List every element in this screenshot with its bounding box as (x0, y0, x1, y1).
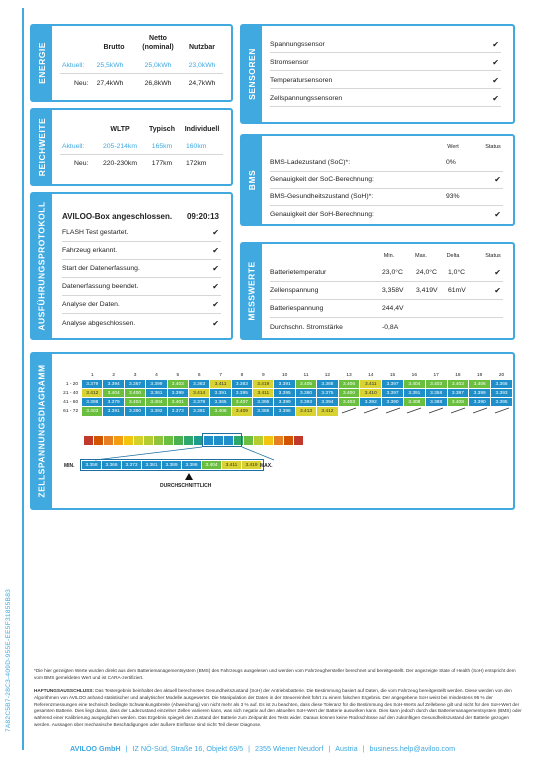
cell-voltage: 3.407 (231, 398, 252, 407)
reichweite-header-wltp: WLTP (110, 126, 130, 133)
scale-cell: 3.358 (82, 461, 101, 469)
cell-voltage (360, 407, 382, 417)
protokoll-step: FLASH Test gestartet. ✔ (62, 224, 221, 242)
scale-min-label: MIN. (64, 463, 75, 469)
cell-voltage: 3.366 (491, 380, 513, 389)
check-icon: ✔ (212, 246, 219, 255)
protokoll-step: Datenerfassung beendet. ✔ (62, 278, 221, 296)
footer-bar: AVILOO GmbH | IZ NÖ-Süd, Straße 16, Objekt 69/5 | 2355 Wiener Neudorf | Austria | business.help@aviloo.com (70, 744, 456, 753)
footer-email[interactable]: business.help@aviloo.com (369, 744, 456, 753)
cell-voltage: 3.373 (167, 407, 188, 417)
check-icon: ✔ (494, 175, 501, 184)
cell-voltage: 3.397 (382, 380, 404, 389)
gradient-segment (284, 436, 294, 445)
messwerte-row: Zellenspannung 3,358V 3,419V 61mV ✔ (270, 282, 503, 300)
cell-voltage (382, 407, 404, 417)
cell-column-header: 16 (403, 371, 425, 380)
cell-voltage: 3.400 (124, 389, 145, 398)
bms-panel (240, 134, 515, 226)
energie-label: ENERGIE (32, 26, 52, 100)
cell-row (61, 389, 513, 398)
scale-cell: 3.396 (182, 461, 201, 469)
cell-voltage: 3.380 (295, 389, 316, 398)
check-icon: ✔ (212, 228, 219, 237)
reichweite-label: REICHWEITE (32, 110, 52, 184)
protokoll-panel (30, 192, 233, 340)
scale-cell: 3.366 (102, 461, 121, 469)
cell-voltage: 3.367 (124, 380, 145, 389)
cell-row (61, 380, 513, 389)
footer-city: 2355 Wiener Neudorf (255, 744, 324, 753)
cell-column-header: 6 (188, 371, 209, 380)
scale-cell: 3.373 (122, 461, 141, 469)
cell-column-header: 14 (360, 371, 382, 380)
gradient-segment (144, 436, 154, 445)
protokoll-heading: AVILOO-Box angeschlossen. (62, 212, 173, 221)
cell-voltage: 3.391 (210, 389, 231, 398)
cell-voltage: 3.408 (447, 398, 469, 407)
cell-row-label: 61 - 72 (61, 407, 82, 417)
messwerte-col-max: Max. (415, 253, 427, 259)
check-icon: ✔ (212, 264, 219, 273)
bms-row: BMS-Ladezustand (SoC)*: 0% (270, 154, 503, 172)
footnote: *Die hier gezeigten Werte wurden direkt aus dem Batteriemanagementsystem (BMS) des Fahrzeugs ausgelesen und werden vom Fahrzeughersteller berechnet und bereitgestellt. Der angezeigte State of Health (SoH) entspricht dem vom BMS gemeldeten Wert und ist CARA-zertifiziert. (34, 668, 516, 680)
reichweite-header-typisch: Typisch (149, 126, 175, 133)
cell-voltage: 3.390 (124, 407, 145, 417)
messwerte-row: Durchschn. Stromstärke -0,8A (270, 323, 399, 331)
cell-voltage: 3.404 (146, 398, 167, 407)
cell-voltage: 3.411 (210, 380, 231, 389)
messwerte-col-min: Min. (383, 253, 395, 259)
messwerte-label: MESSWERTE (242, 244, 262, 338)
footer-country: Austria (335, 744, 358, 753)
cell-voltage (338, 407, 360, 417)
protokoll-label: AUSFÜHRUNGSPROTOKOLL (32, 194, 52, 338)
bms-label: BMS (242, 136, 262, 224)
cell-voltage (491, 407, 513, 417)
check-icon: ✔ (212, 318, 219, 328)
cell-column-header: 3 (124, 371, 145, 380)
reichweite-panel: REICHWEITE WLTP Typisch Individuell Aktuell: 205-214km 165km 160km Neu: 220-230km 177km 172km (30, 108, 233, 186)
cell-voltage: 3.404 (124, 398, 145, 407)
cell-voltage: 3.379 (188, 398, 209, 407)
messwerte-row: Batteriespannung 244,4V (270, 300, 503, 318)
cell-voltage: 3.406 (469, 380, 491, 389)
cell-voltage: 3.388 (425, 398, 447, 407)
cell-voltage: 3.392 (146, 407, 167, 417)
gradient-segment (184, 436, 194, 445)
footer-company: AVILOO GmbH (70, 744, 121, 753)
document-id: 7A82C5B7-28C3-409D-955E-EE5F31855B83 (5, 588, 13, 732)
gradient-segment (94, 436, 104, 445)
cell-column-header: 8 (231, 371, 252, 380)
scale-cell: 3.389 (162, 461, 181, 469)
cell-voltage: 3.394 (317, 398, 338, 407)
check-icon: ✔ (492, 75, 499, 85)
cell-voltage: 3.406 (210, 407, 231, 417)
energie-header-brutto: Brutto (103, 44, 125, 51)
reichweite-header-individuell: Individuell (184, 126, 220, 133)
scale-cell: 3.419 (242, 461, 261, 469)
cell-voltage: 3.365 (210, 398, 231, 407)
cell-voltage: 3.403 (82, 407, 103, 417)
cell-voltage: 3.399 (167, 389, 188, 398)
cell-column-header: 10 (274, 371, 295, 380)
cell-voltage: 3.392 (360, 398, 382, 407)
protokoll-step: Fahrzeug erkannt. ✔ (62, 242, 221, 260)
gradient-segment (274, 436, 284, 445)
cell-voltage: 3.404 (403, 380, 425, 389)
cell-voltage: 3.403 (425, 380, 447, 389)
scale-cell: 3.404 (202, 461, 221, 469)
cell-voltage: 3.412 (82, 389, 103, 398)
check-icon: ✔ (494, 209, 501, 219)
sensoren-label: SENSOREN (242, 26, 262, 122)
cell-column-header: 13 (338, 371, 360, 380)
cell-voltage: 3.399 (469, 389, 491, 398)
cell-voltage: 3.391 (103, 407, 124, 417)
cell-column-header: 5 (167, 371, 188, 380)
gradient-segment (84, 436, 94, 445)
messwerte-row: Batterietemperatur 23,0°C 24,0°C 1,0°C ✔ (270, 264, 503, 282)
cell-voltage: 3.393 (491, 389, 513, 398)
gradient-segment (114, 436, 124, 445)
scale-cell: 3.411 (222, 461, 241, 469)
cell-voltage: 3.403 (338, 398, 360, 407)
cell-voltage: 3.399 (146, 380, 167, 389)
protokoll-step: Analyse abgeschlossen. ✔ (62, 318, 219, 328)
bms-row: Genauigkeit der SoH-Berechnung: ✔ (270, 209, 501, 219)
check-icon: ✔ (494, 268, 501, 277)
protokoll-time: 09:20:13 (186, 212, 219, 221)
cell-voltage: 3.398 (82, 398, 103, 407)
cell-voltage: 3.361 (146, 389, 167, 398)
check-icon: ✔ (492, 39, 499, 49)
gradient-segment (264, 436, 274, 445)
cell-voltage: 3.386 (253, 407, 274, 417)
bms-row: Genauigkeit der SoC-Berechnung: ✔ (270, 171, 503, 189)
cell-column-header: 15 (382, 371, 404, 380)
gradient-segment (294, 436, 304, 445)
cell-voltage: 3.406 (338, 380, 360, 389)
cell-voltage: 3.390 (382, 398, 404, 407)
cell-voltage: 3.375 (317, 389, 338, 398)
bms-col-status: Status (485, 144, 501, 150)
check-icon: ✔ (492, 57, 499, 67)
voltage-gradient-bar (84, 436, 304, 445)
zellspannung-label: ZELLSPANNUNGSDIAGRAMM (32, 354, 52, 508)
cell-row-label: 1 - 20 (61, 380, 82, 389)
check-icon: ✔ (494, 286, 501, 295)
cell-voltage: 3.390 (469, 398, 491, 407)
cell-voltage: 3.391 (403, 389, 425, 398)
cell-voltage (447, 407, 469, 417)
cell-voltage: 3.408 (403, 398, 425, 407)
protokoll-step: Start der Datenerfassung. ✔ (62, 260, 221, 278)
cell-voltage: 3.358 (425, 389, 447, 398)
cell-voltage: 3.400 (338, 389, 360, 398)
cell-voltage: 3.419 (253, 380, 274, 389)
cell-voltage: 3.396 (274, 407, 295, 417)
cell-column-header: 9 (253, 371, 274, 380)
scale-cell: 3.381 (142, 461, 161, 469)
cell-voltage: 3.404 (103, 389, 124, 398)
energie-panel: ENERGIE Brutto Netto (nominal) Nutzbar Aktuell: 25,5kWh 25,0kWh 23,0kWh Neu: 27,4kWh 26,8kWh 24,7kWh (30, 24, 233, 102)
sensor-row: Zellspannungssensoren ✔ (270, 90, 501, 107)
cell-voltage: 3.405 (295, 380, 316, 389)
cell-column-header: 12 (317, 371, 338, 380)
gradient-segment (164, 436, 174, 445)
gradient-segment (174, 436, 184, 445)
cell-voltage: 3.395 (231, 389, 252, 398)
footer-address: IZ NÖ-Süd, Straße 16, Objekt 69/5 (132, 744, 244, 753)
cell-column-header: 17 (425, 371, 447, 380)
cell-voltage: 3.379 (103, 398, 124, 407)
messwerte-col-status: Status (485, 253, 501, 259)
cell-voltage-table (60, 370, 513, 417)
gradient-segment (254, 436, 264, 445)
cell-column-header: 11 (295, 371, 316, 380)
cell-voltage: 3.412 (317, 407, 338, 417)
cell-voltage: 3.383 (188, 380, 209, 389)
cell-column-header: 7 (210, 371, 231, 380)
bms-col-wert: Wert (447, 144, 459, 150)
gradient-segment (134, 436, 144, 445)
zellspannung-panel (30, 352, 515, 510)
cell-voltage: 3.410 (360, 389, 382, 398)
cell-voltage: 3.381 (188, 407, 209, 417)
cell-column-header: 18 (447, 371, 469, 380)
sensor-row: Stromsensor ✔ (270, 54, 501, 71)
cell-voltage: 3.409 (231, 407, 252, 417)
average-marker-icon (185, 473, 193, 480)
gradient-segment (244, 436, 254, 445)
cell-voltage: 3.394 (103, 380, 124, 389)
cell-voltage: 3.395 (253, 398, 274, 407)
cell-column-header: 20 (491, 371, 513, 380)
zoom-box (202, 433, 242, 447)
cell-voltage: 3.397 (447, 389, 469, 398)
protokoll-step: Analyse der Daten. ✔ (62, 296, 221, 314)
cell-voltage: 3.383 (231, 380, 252, 389)
cell-voltage: 3.395 (274, 389, 295, 398)
cell-voltage (425, 407, 447, 417)
gradient-segment (124, 436, 134, 445)
cell-voltage: 3.393 (295, 398, 316, 407)
energie-header-netto: Netto (nominal) (142, 35, 174, 52)
cell-voltage: 3.388 (317, 380, 338, 389)
cell-voltage (403, 407, 425, 417)
cell-row-label: 41 - 60 (61, 398, 82, 407)
cell-column-header: 2 (103, 371, 124, 380)
cell-column-header: 1 (82, 371, 103, 380)
scale-max-label: MAX. (260, 463, 273, 469)
cell-voltage: 3.414 (188, 389, 209, 398)
cell-column-header: 19 (469, 371, 491, 380)
messwerte-col-delta: Delta (446, 253, 460, 259)
cell-voltage: 3.403 (447, 380, 469, 389)
voltage-scale-row (80, 459, 264, 471)
cell-row-label: 21 - 40 (61, 389, 82, 398)
check-icon: ✔ (212, 282, 219, 291)
disclaimer: HAFTUNGSAUSSCHLUSS: Das Testergebnis beinhaltet den aktuell berechneten Gesundheitszustand (SoH) der Antriebsbatterie. Die Bestimmung basiert auf Daten, die vom Fahrzeug bereitgestellt werden. Diese werden von den Algorithmen von AVILOO anhand statistischer und analytischer Modelle ausgewertet. Die Manipulation der Daten in der Steuereinheit führt zu einem falschen Ergebnis. Der angegebene SoH weist bei mindestens 95 % der Referenzmessungen eine technisch bedingte Schwankungsbreite (Abweichung) von nicht mehr als 3 % auf. Es ist zu beachten, dass diese Toleranz für die Bestimmung des SoH-Werts auf Zellebene gilt und nicht für den SoH-Wert der gesamten Batterie. Dies liegt daran, dass der Ladezustand einzelner Zellen variieren kann, was sich negativ auf den aktuellen SoH-Wert der Batterie auswirken kann. Dies kann jedoch durch das Batteriemanagementsystem (BMS) oder während einer Kalibrierung ausgeglichen werden. Das Ergebnis spiegelt den Zustand der Batterie zum Zeitpunkt des Tests wider. Daraus können keine Rückschlüsse auf den zukünftigen Gesundheitszustand der Batterie gezogen werden. Aussagen über mechanische Beschädigungen oder äußere Einflüsse sind nicht Teil dieser Diagnose. (34, 688, 522, 728)
energie-header-nutzbar: Nutzbar (188, 44, 216, 51)
gradient-segment (154, 436, 164, 445)
sensor-row: Temperatursensoren ✔ (270, 72, 501, 89)
gradient-segment (104, 436, 114, 445)
cell-voltage: 3.401 (167, 398, 188, 407)
cell-voltage: 3.391 (274, 380, 295, 389)
cell-voltage: 3.395 (491, 398, 513, 407)
cell-voltage: 3.403 (167, 380, 188, 389)
sensoren-panel (240, 24, 515, 124)
messwerte-panel (240, 242, 515, 340)
check-icon: ✔ (492, 93, 499, 103)
cell-voltage: 3.411 (360, 380, 382, 389)
cell-voltage: 3.413 (295, 407, 316, 417)
cell-voltage: 3.379 (82, 380, 103, 389)
left-accent-line (22, 8, 24, 750)
cell-voltage: 3.399 (274, 398, 295, 407)
cell-voltage: 3.411 (253, 389, 274, 398)
average-label: DURCHSCHNITTLICH (160, 483, 212, 489)
check-icon: ✔ (212, 300, 219, 309)
bms-row: BMS-Gesundheitszustand (SoH)*: 93% (270, 188, 503, 206)
sensor-row: Spannungssensor ✔ (270, 36, 501, 53)
cell-voltage: 3.397 (382, 389, 404, 398)
cell-column-header: 4 (146, 371, 167, 380)
cell-row (61, 407, 513, 417)
cell-row (61, 398, 513, 407)
cell-voltage (469, 407, 491, 417)
